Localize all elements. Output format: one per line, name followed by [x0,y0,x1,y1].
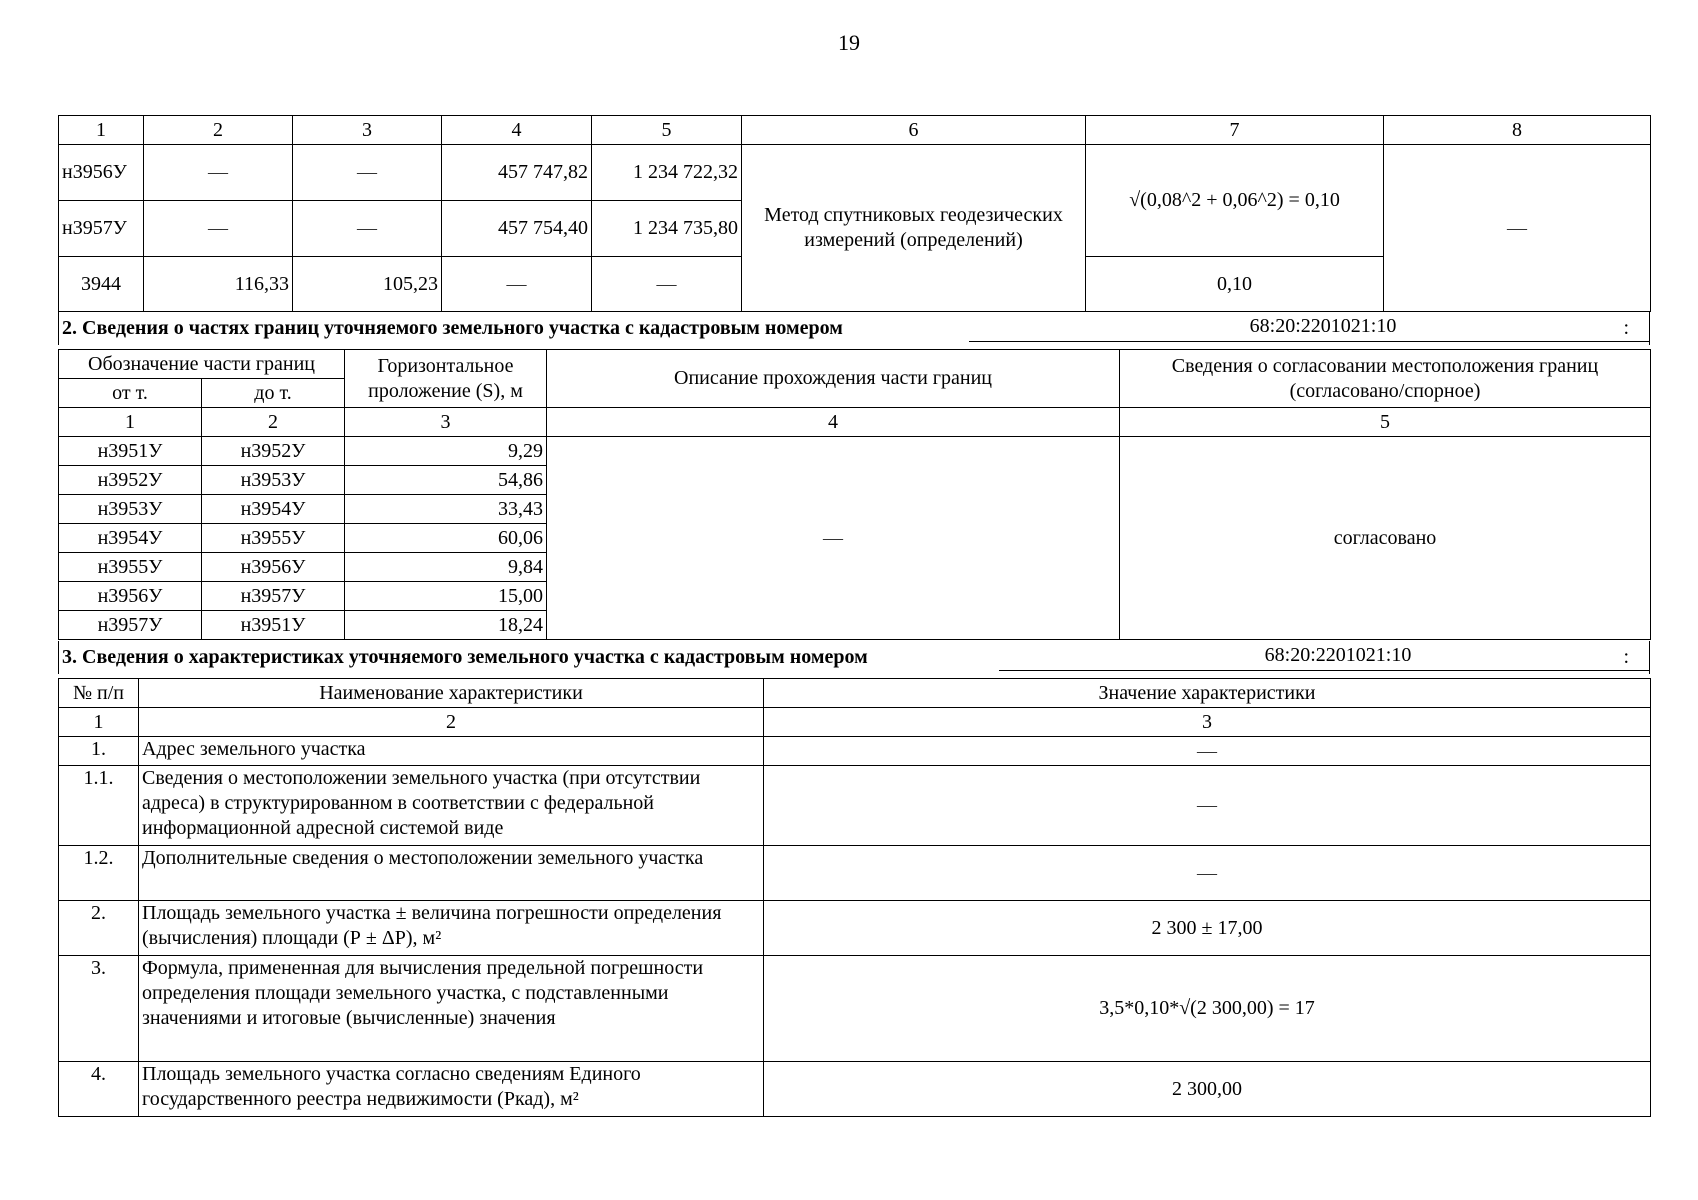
section-2-colon: : [1623,317,1629,339]
page-number: 19 [838,30,860,55]
table-row [59,145,1651,201]
section-2-title: 2. Сведения о частях границ уточняемого земельного участка с кадастровым номером [62,317,843,339]
column-number: 3 [345,408,547,437]
header-to: до т. [202,379,345,408]
characteristic-value: 2 300 ± 17,00 [764,901,1651,956]
old-y: 105,23 [293,257,442,312]
agreement-value: согласовано [1120,437,1651,640]
characteristics-header-row [59,679,1651,708]
column-number: 2 [139,708,764,737]
old-x: — [144,145,293,201]
horizontal-distance: 33,43 [345,495,547,524]
new-x: 457 754,40 [442,201,592,257]
column-numbers-row [59,408,1651,437]
column-number: 5 [1120,408,1651,437]
old-x: 116,33 [144,257,293,312]
row-number: 4. [59,1062,139,1117]
characteristic-value: — [764,846,1651,901]
column-number: 4 [547,408,1120,437]
horizontal-distance: 9,84 [345,553,547,582]
old-x: — [144,201,293,257]
point-id: н3956У [59,145,144,201]
column-numbers-row [59,708,1651,737]
accuracy-value: 0,10 [1086,257,1384,312]
header-value: Значение характеристики [764,679,1651,708]
to-point: н3957У [202,582,345,611]
header-name: Наименование характеристики [139,679,764,708]
from-point: н3957У [59,611,202,640]
new-y: 1 234 735,80 [592,201,742,257]
from-point: н3956У [59,582,202,611]
to-point: н3952У [202,437,345,466]
characteristic-name: Сведения о местоположении земельного участка (при отсутствии адреса) в структурированном в соответствии с федеральной информационной адресной системой виде [139,766,764,846]
from-point: н3952У [59,466,202,495]
from-point: н3953У [59,495,202,524]
table-row [59,737,1651,766]
row-number: 3. [59,956,139,1062]
characteristics-table [58,678,1651,1117]
horizontal-distance: 60,06 [345,524,547,553]
column-number: 1 [59,116,144,145]
characteristic-name: Формула, примененная для вычисления предельной погрешности определения площади земельного участка, с подставленными значениями и итоговые (вычисленные) значения [139,956,764,1062]
new-x: 457 747,82 [442,145,592,201]
column-number: 6 [742,116,1086,145]
section-2-cadastral-number: 68:20:2201021:10 [969,314,1650,342]
header-description: Описание прохождения части границ [547,350,1120,408]
column-number: 1 [59,408,202,437]
section-3-cadastral-number: 68:20:2201021:10 [999,643,1650,671]
points-header-row [59,116,1651,145]
points-table [58,115,1651,312]
from-point: н3954У [59,524,202,553]
column-8-value: — [1384,145,1651,312]
description-value: — [547,437,1120,640]
horizontal-distance: 54,86 [345,466,547,495]
from-point: н3951У [59,437,202,466]
table-row [59,766,1651,846]
to-point: н3955У [202,524,345,553]
point-id: н3957У [59,201,144,257]
characteristic-name: Дополнительные сведения о местоположении земельного участка [139,846,764,901]
column-number: 8 [1384,116,1651,145]
from-point: н3955У [59,553,202,582]
characteristic-value: 3,5*0,10*√(2 300,00) = 17 [764,956,1651,1062]
column-number: 4 [442,116,592,145]
old-y: — [293,201,442,257]
characteristic-name: Площадь земельного участка согласно сведениям Единого государственного реестра недвижимости (Ркад), м² [139,1062,764,1117]
point-id: 3944 [59,257,144,312]
column-number: 7 [1086,116,1384,145]
table-row [59,901,1651,956]
column-number: 3 [764,708,1651,737]
column-number: 5 [592,116,742,145]
to-point: н3956У [202,553,345,582]
row-number: 1.2. [59,846,139,901]
row-number: 1. [59,737,139,766]
method-cell: Метод спутниковых геодезических измерений (определений) [742,145,1086,312]
new-y: 1 234 722,32 [592,145,742,201]
characteristic-value: — [764,737,1651,766]
column-number: 2 [202,408,345,437]
characteristic-name: Площадь земельного участка ± величина погрешности определения (вычисления) площади (Р ± ΔР), м² [139,901,764,956]
section-3-heading [58,641,1650,674]
horizontal-distance: 9,29 [345,437,547,466]
old-y: — [293,145,442,201]
section-3-title: 3. Сведения о характеристиках уточняемого земельного участка с кадастровым номером [62,646,868,668]
header-horizontal: Горизонтальное проложение (S), м [345,350,547,408]
characteristic-value: — [764,766,1651,846]
header-from: от т. [59,379,202,408]
to-point: н3951У [202,611,345,640]
row-number: 1.1. [59,766,139,846]
header-designation: Обозначение части границ [59,350,345,379]
column-number: 3 [293,116,442,145]
table-row [59,1062,1651,1117]
column-number: 2 [144,116,293,145]
boundary-parts-table [58,349,1651,640]
characteristic-value: 2 300,00 [764,1062,1651,1117]
section-2-heading [58,311,1650,345]
characteristic-name: Адрес земельного участка [139,737,764,766]
horizontal-distance: 18,24 [345,611,547,640]
table-row [59,956,1651,1062]
to-point: н3953У [202,466,345,495]
section-3-colon: : [1623,646,1629,668]
accuracy-formula: √(0,08^2 + 0,06^2) = 0,10 [1086,145,1384,257]
column-number: 1 [59,708,139,737]
row-number: 2. [59,901,139,956]
horizontal-distance: 15,00 [345,582,547,611]
header-num: № п/п [59,679,139,708]
to-point: н3954У [202,495,345,524]
header-agreement: Сведения о согласовании местоположения границ (согласовано/спорное) [1120,350,1651,408]
table-row [59,437,1651,466]
new-y: — [592,257,742,312]
new-x: — [442,257,592,312]
table-row [59,846,1651,901]
